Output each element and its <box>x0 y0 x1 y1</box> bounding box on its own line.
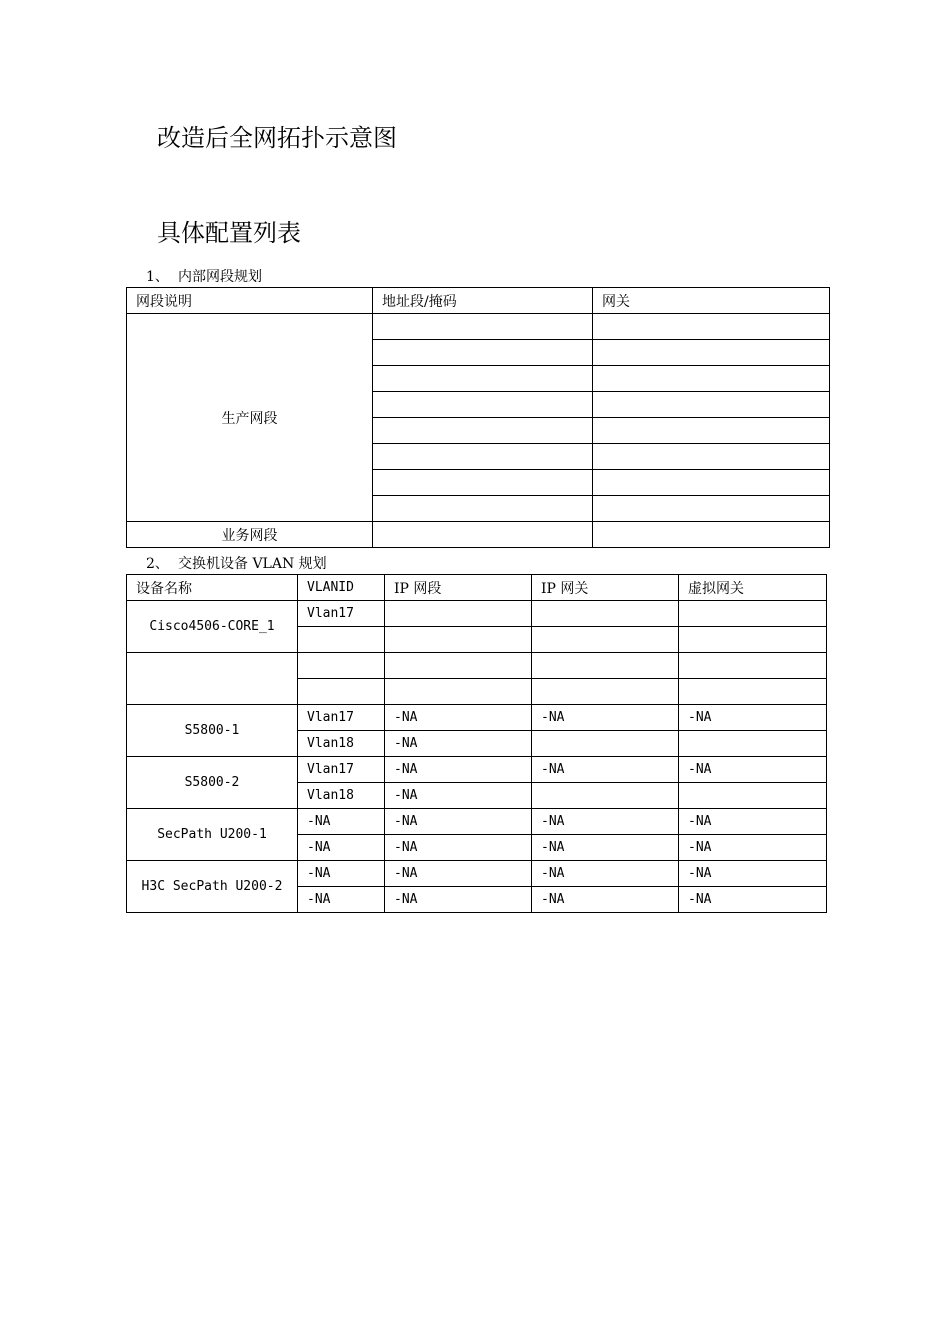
address-cell <box>373 522 593 548</box>
table-row <box>127 314 830 340</box>
ip-gateway-cell: -NA <box>532 705 679 731</box>
virtual-gateway-cell: -NA <box>679 887 827 913</box>
ip-segment-cell <box>385 653 532 679</box>
vlanid-cell: Vlan18 <box>298 783 385 809</box>
ip-segment-cell: -NA <box>385 731 532 757</box>
address-cell <box>373 444 593 470</box>
business-segment-cell: 业务网段 <box>127 522 373 548</box>
table-header-row <box>127 575 827 601</box>
section-2-number: 2、 <box>146 556 169 572</box>
ip-segment-cell <box>385 679 532 705</box>
vlanid-cell: Vlan18 <box>298 731 385 757</box>
virtual-gateway-cell: -NA <box>679 757 827 783</box>
virtual-gateway-cell <box>679 731 827 757</box>
address-cell <box>373 340 593 366</box>
table-row <box>127 705 827 731</box>
virtual-gateway-cell: -NA <box>679 705 827 731</box>
ip-gateway-cell <box>532 601 679 627</box>
header-device-name: 设备名称 <box>127 575 298 601</box>
gateway-cell <box>593 444 830 470</box>
ip-gateway-cell <box>532 783 679 809</box>
ip-gateway-cell: -NA <box>532 757 679 783</box>
header-ip-gateway: IP 网关 <box>532 575 679 601</box>
ip-segment-cell: -NA <box>385 757 532 783</box>
device-name-cell <box>127 653 298 705</box>
ip-gateway-cell <box>532 731 679 757</box>
device-name-cell: S5800-1 <box>127 705 298 757</box>
virtual-gateway-cell <box>679 679 827 705</box>
table-row <box>127 522 830 548</box>
header-virtual-gateway: 虚拟网关 <box>679 575 827 601</box>
ip-segment-cell <box>385 627 532 653</box>
ip-gateway-cell: -NA <box>532 835 679 861</box>
ip-gateway-cell <box>532 653 679 679</box>
header-vlanid: VLANID <box>298 575 385 601</box>
topology-heading: 改造后全网拓扑示意图 <box>157 124 397 152</box>
ip-segment-cell: -NA <box>385 835 532 861</box>
address-cell <box>373 496 593 522</box>
ip-segment-cell: -NA <box>385 783 532 809</box>
vlan-plan-table <box>126 574 827 913</box>
gateway-cell <box>593 314 830 340</box>
gateway-cell <box>593 496 830 522</box>
header-ip-segment: IP 网段 <box>385 575 532 601</box>
section-1-title <box>146 266 262 286</box>
virtual-gateway-cell <box>679 783 827 809</box>
vlanid-cell: -NA <box>298 835 385 861</box>
vlanid-cell: -NA <box>298 861 385 887</box>
ip-segment-cell: -NA <box>385 705 532 731</box>
vlanid-cell: Vlan17 <box>298 601 385 627</box>
table-row <box>127 757 827 783</box>
ip-gateway-cell: -NA <box>532 887 679 913</box>
gateway-cell <box>593 418 830 444</box>
ip-gateway-cell <box>532 679 679 705</box>
ip-gateway-cell: -NA <box>532 809 679 835</box>
vlanid-cell: Vlan17 <box>298 757 385 783</box>
virtual-gateway-cell <box>679 653 827 679</box>
gateway-cell <box>593 470 830 496</box>
vlanid-cell <box>298 679 385 705</box>
virtual-gateway-cell: -NA <box>679 861 827 887</box>
virtual-gateway-cell: -NA <box>679 809 827 835</box>
vlanid-cell <box>298 653 385 679</box>
address-cell <box>373 366 593 392</box>
vlanid-cell <box>298 627 385 653</box>
network-segment-table <box>126 287 830 548</box>
table-row <box>127 861 827 887</box>
ip-gateway-cell: -NA <box>532 861 679 887</box>
device-name-cell: S5800-2 <box>127 757 298 809</box>
gateway-cell <box>593 340 830 366</box>
table-header-row <box>127 288 830 314</box>
device-name-cell: SecPath U200-1 <box>127 809 298 861</box>
table-row <box>127 653 827 679</box>
ip-gateway-cell <box>532 627 679 653</box>
device-name-cell: Cisco4506-CORE_1 <box>127 601 298 653</box>
address-cell <box>373 418 593 444</box>
header-segment-desc: 网段说明 <box>127 288 373 314</box>
vlanid-cell: -NA <box>298 809 385 835</box>
address-cell <box>373 470 593 496</box>
production-segment-cell: 生产网段 <box>127 314 373 522</box>
virtual-gateway-cell <box>679 627 827 653</box>
gateway-cell <box>593 392 830 418</box>
section-2-title-text: 交换机设备 VLAN 规划 <box>178 556 327 572</box>
address-cell <box>373 314 593 340</box>
vlanid-cell: Vlan17 <box>298 705 385 731</box>
header-address-mask: 地址段/掩码 <box>373 288 593 314</box>
header-gateway: 网关 <box>593 288 830 314</box>
vlanid-cell: -NA <box>298 887 385 913</box>
gateway-cell <box>593 522 830 548</box>
config-list-heading: 具体配置列表 <box>157 219 301 247</box>
ip-segment-cell: -NA <box>385 887 532 913</box>
ip-segment-cell: -NA <box>385 861 532 887</box>
virtual-gateway-cell <box>679 601 827 627</box>
table-row <box>127 809 827 835</box>
device-name-cell: H3C SecPath U200-2 <box>127 861 298 913</box>
ip-segment-cell <box>385 601 532 627</box>
section-1-number: 1、 <box>146 269 169 285</box>
table-row <box>127 601 827 627</box>
section-1-title-text: 内部网段规划 <box>178 269 262 285</box>
ip-segment-cell: -NA <box>385 809 532 835</box>
gateway-cell <box>593 366 830 392</box>
address-cell <box>373 392 593 418</box>
virtual-gateway-cell: -NA <box>679 835 827 861</box>
section-2-title <box>146 553 327 573</box>
